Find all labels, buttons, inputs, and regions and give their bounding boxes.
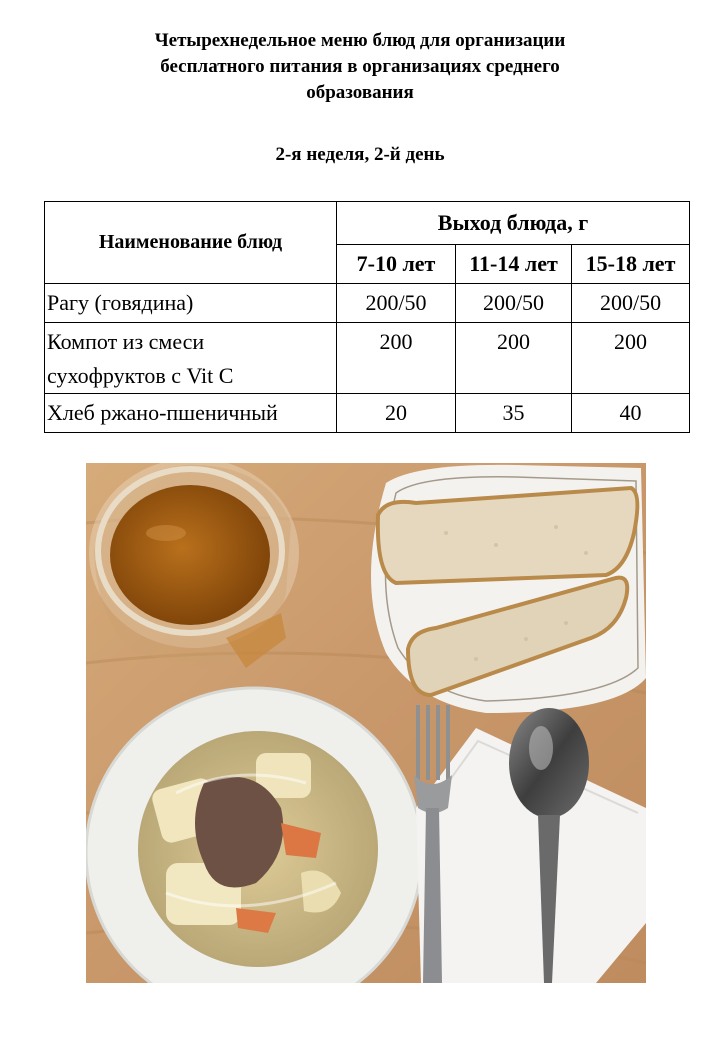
table-row: [45, 394, 690, 433]
dish-name: Рагу (говядина): [45, 284, 337, 323]
dish-name-line: сухофруктов с Vit C: [47, 363, 234, 388]
glass-of-compote-icon: [89, 463, 299, 668]
title-line-3: образования: [306, 82, 414, 104]
yield-value: 200: [337, 323, 456, 394]
yield-value: 40: [572, 394, 690, 433]
yield-value: 200/50: [337, 284, 456, 323]
dish-name: [45, 323, 337, 394]
yield-value: 200: [456, 323, 572, 394]
yield-value: 200/50: [456, 284, 572, 323]
dish-name-line: Компот из смеси: [47, 329, 205, 354]
title-line-1: Четырехнедельное меню блюд для организации: [154, 30, 566, 51]
week-day-subtitle: 2-я неделя, 2-й день: [275, 144, 445, 165]
table-row: [45, 284, 690, 323]
table-row: [45, 323, 690, 394]
yield-value: 200/50: [572, 284, 690, 323]
yield-value: 20: [337, 394, 456, 433]
header-yield: Выход блюда, г: [337, 202, 690, 245]
title-line-2: бесплатного питания в организациях среднего: [160, 56, 560, 78]
header-age-7-10: 7-10 лет: [337, 245, 456, 284]
bread-plate-icon: [371, 465, 646, 713]
menu-table: [44, 201, 690, 433]
header-age-11-14: 11-14 лет: [456, 245, 572, 284]
header-age-15-18: 15-18 лет: [572, 245, 690, 284]
meal-photo: [86, 463, 646, 983]
document-title: [60, 28, 660, 107]
dish-name: Хлеб ржано-пшеничный: [45, 394, 337, 433]
header-dish-name: Наименование блюд: [45, 202, 337, 284]
yield-value: 35: [456, 394, 572, 433]
yield-value: 200: [572, 323, 690, 394]
